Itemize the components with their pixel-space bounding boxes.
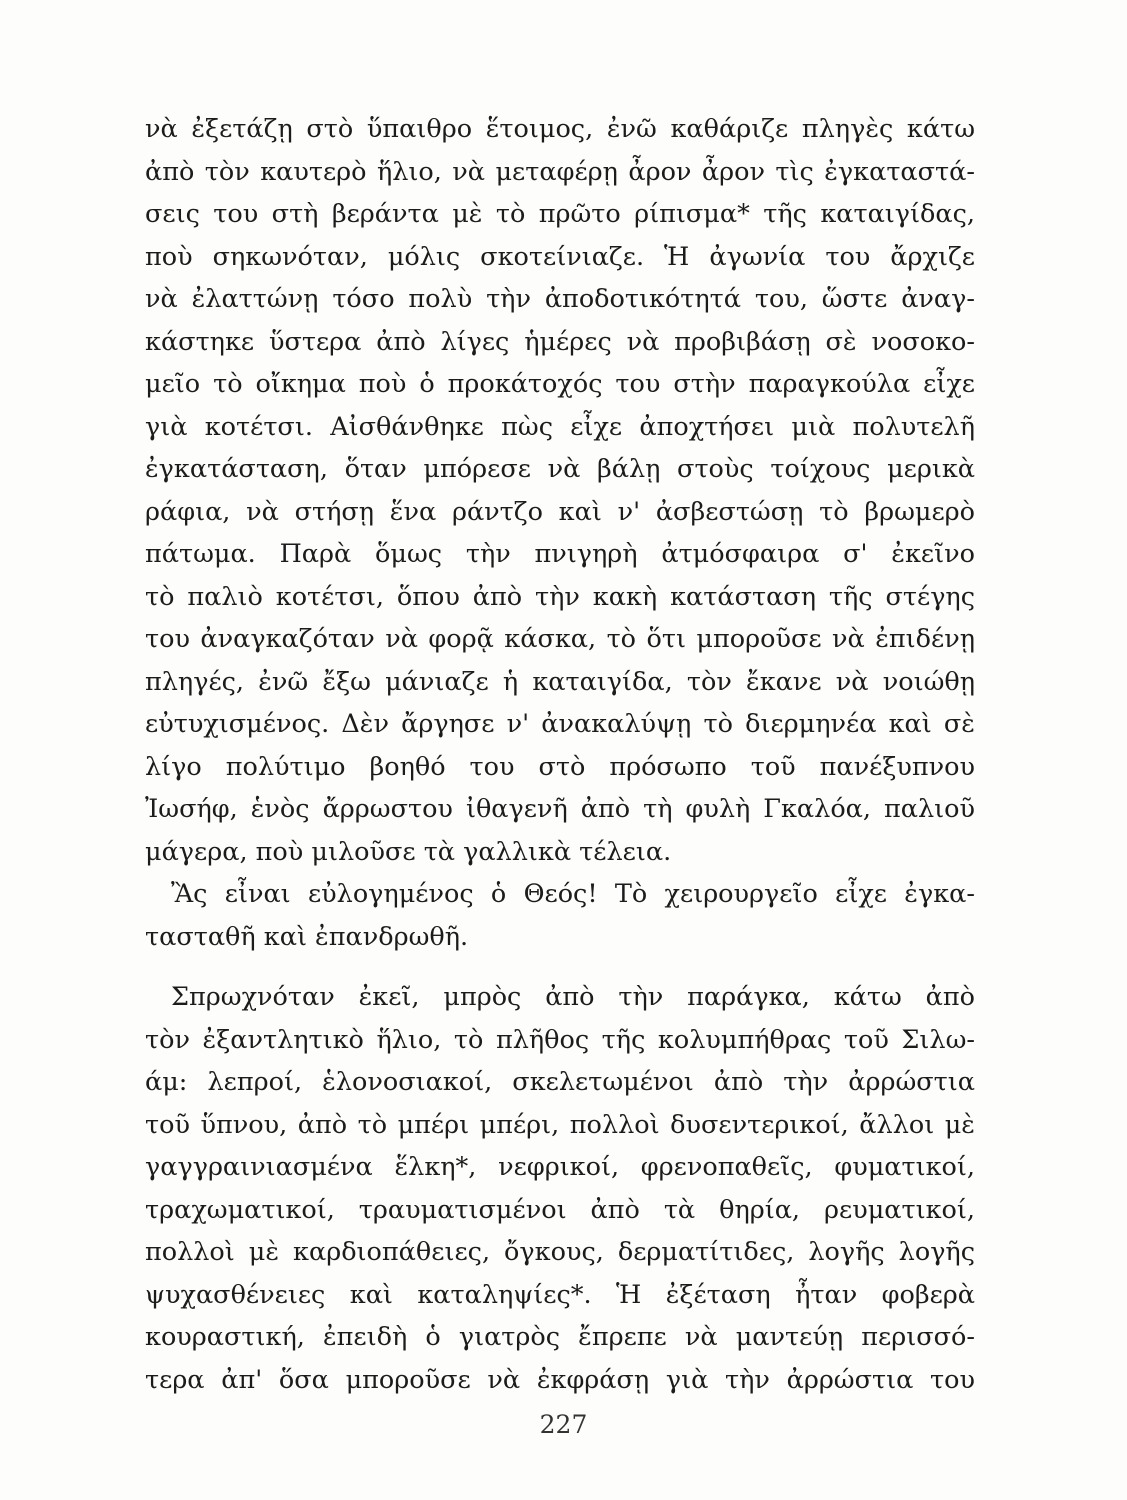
text-line: Σπρωχνόταν ἐκεῖ, μπρὸς ἀπὸ τὴν παράγκα, κάτω ἀπὸ [171, 982, 975, 1012]
paragraph [145, 108, 975, 873]
text-line: ἐγκατάσταση, ὅταν μπόρεσε νὰ βάλῃ στοὺς τοίχους μερικὰ [145, 454, 975, 484]
text-line: πολλοὶ μὲ καρδιοπάθειες, ὄγκους, δερματίτιδες, λογῆς λογῆς [145, 1237, 975, 1267]
text-line: σεις του στὴ βεράντα μὲ τὸ πρῶτο ρίπισμα* τῆς καταιγίδας, [145, 199, 975, 229]
paragraph [145, 873, 975, 958]
text-line: τοῦ ὕπνου, ἀπὸ τὸ μπέρι μπέρι, πολλοὶ δυσεντερικοί, ἄλλοι μὲ [145, 1109, 975, 1140]
text-line: άμ: λεπροί, ἑλονοσιακοί, σκελετωμένοι ἀπὸ τὴν ἀρρώστια [145, 1067, 975, 1097]
text-line: πληγές, ἐνῶ ἔξω μάνιαζε ἡ καταιγίδα, τὸν ἔκανε νὰ νοιώθῃ [145, 666, 975, 697]
text-line: λίγο πολύτιμο βοηθό του στὸ πρόσωπο τοῦ πανέξυπνου [145, 751, 975, 782]
text-line: ψυχασθένειες καὶ καταληψίες*. Ἡ ἐξέταση ἦταν φοβερὰ [145, 1279, 975, 1310]
text-line: κάστηκε ὕστερα ἀπὸ λίγες ἡμέρες νὰ προβιβάσῃ σὲ νοσοκο- [145, 326, 975, 357]
text-line: μεῖο τὸ οἴκημα ποὺ ὁ προκάτοχός του στὴν παραγκούλα εἶχε [145, 369, 975, 399]
text-line: τερα ἀπ' ὅσα μποροῦσε νὰ ἐκφράσῃ γιὰ τὴν ἀρρώστια του [145, 1364, 975, 1395]
text-line: Ἂς εἶναι εὐλογημένος ὁ Θεός! Τὸ χειρουργεῖο εἶχε ἐγκα- [171, 879, 975, 909]
text-line: νὰ ἐξετάζῃ στὸ ὕπαιθρο ἕτοιμος, ἐνῶ καθάριζε πληγὲς κάτω [145, 114, 975, 144]
text-line: πάτωμα. Παρὰ ὅμως τὴν πνιγηρὴ ἀτμόσφαιρα σ' ἐκεῖνο [145, 539, 975, 569]
text-line: κουραστική, ἐπειδὴ ὁ γιατρὸς ἔπρεπε νὰ μαντεύῃ περισσό- [145, 1322, 975, 1352]
text-line: Ἰωσήφ, ἑνὸς ἄρρωστου ἰθαγενῆ ἀπὸ τὴ φυλὴ Γκαλόα, παλιοῦ [145, 794, 975, 824]
text-line: του ἀναγκαζόταν νὰ φορᾷ κάσκα, τὸ ὅτι μποροῦσε νὰ ἐπιδένῃ [145, 624, 975, 654]
text-line: γιὰ κοτέτσι. Αἰσθάνθηκε πὼς εἶχε ἀποχτήσει μιὰ πολυτελῆ [145, 411, 975, 442]
text-line: ποὺ σηκωνόταν, μόλις σκοτείνιαζε. Ἡ ἀγωνία του ἄρχιζε [145, 241, 975, 272]
text-line: τασταθῆ καὶ ἐπανδρωθῆ. [145, 921, 469, 952]
text-line: γαγγραινιασμένα ἕλκη*, νεφρικοί, φρενοπαθεῖς, φυματικοί, [145, 1152, 975, 1182]
text-line: τὸν ἐξαντλητικὸ ἥλιο, τὸ πλῆθος τῆς κολυμπήθρας τοῦ Σιλω- [145, 1024, 975, 1055]
text-line: τραχωματικοί, τραυματισμένοι ἀπὸ τὰ θηρία, ρευματικοί, [145, 1194, 975, 1225]
paragraph [145, 976, 975, 1401]
body-text [145, 108, 975, 1401]
text-line: νὰ ἐλαττώνῃ τόσο πολὺ τὴν ἀποδοτικότητά του, ὥστε ἀναγ- [145, 284, 975, 314]
text-line: τὸ παλιὸ κοτέτσι, ὅπου ἀπὸ τὴν κακὴ κατάσταση τῆς στέγης [145, 581, 975, 612]
paragraph-gap [145, 958, 975, 976]
text-line: μάγερα, ποὺ μιλοῦσε τὰ γαλλικὰ τέλεια. [145, 836, 672, 867]
text-line: ράφια, νὰ στήσῃ ἕνα ράντζο καὶ ν' ἀσβεστώσῃ τὸ βρωμερὸ [145, 496, 975, 527]
text-line: ἀπὸ τὸν καυτερὸ ἥλιο, νὰ μεταφέρῃ ἆρον ἆρον τὶς ἐγκαταστά- [145, 156, 975, 187]
text-line: εὐτυχισμένος. Δὲν ἄργησε ν' ἀνακαλύψῃ τὸ διερμηνέα καὶ σὲ [145, 709, 975, 739]
page-number: 227 [539, 1410, 588, 1439]
